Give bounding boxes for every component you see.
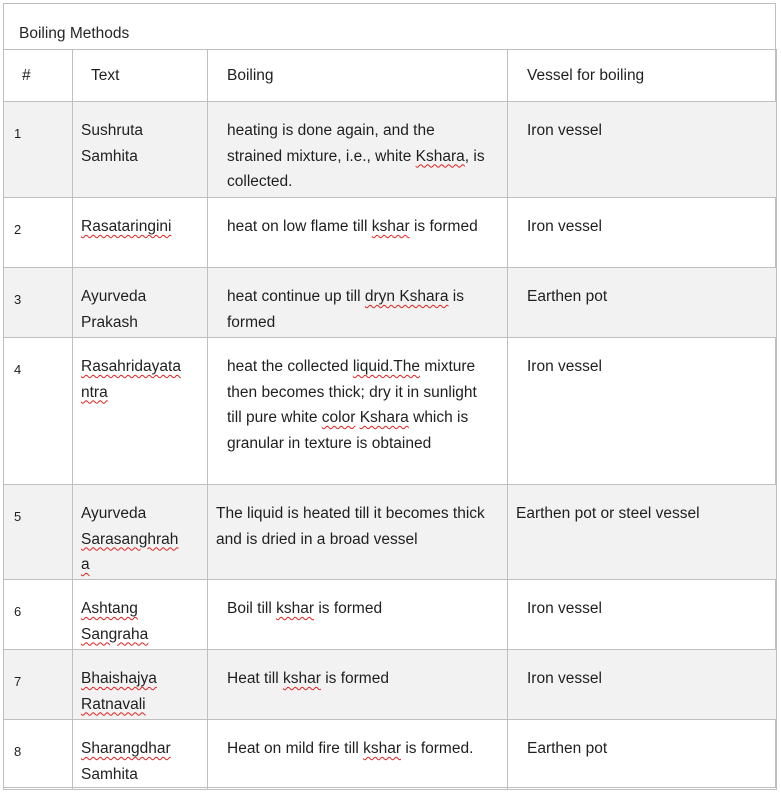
vessel-cell: Iron vessel xyxy=(508,198,777,268)
boiling-methods-table xyxy=(3,49,777,790)
table-caption: Boiling Methods xyxy=(19,25,130,42)
spellcheck-mark: Kshara xyxy=(359,409,409,426)
text-cell: Ayurveda Prakash xyxy=(73,268,208,338)
spellcheck-mark: Ashtang xyxy=(81,600,138,617)
spellcheck-mark: Ratnavali xyxy=(81,695,146,713)
boiling-cell: heat continue up till dryn Kshara is formed xyxy=(208,268,508,338)
table-row xyxy=(4,485,777,580)
boiling-cell: heat on low flame till kshar is formed xyxy=(208,198,508,268)
spellcheck-mark: Sangraha xyxy=(81,625,149,643)
spellcheck-mark: kshar xyxy=(371,218,410,235)
row-number: 2 xyxy=(4,198,73,268)
table-row xyxy=(4,580,777,650)
vessel-cell: Earthen pot xyxy=(508,268,777,338)
spellcheck-mark: Rasataringini xyxy=(81,218,172,235)
text-cell xyxy=(73,580,208,650)
text-cell: Sushruta Samhita xyxy=(73,102,208,198)
spellcheck-mark: Rasahridayata xyxy=(81,358,181,375)
row-number: 4 xyxy=(4,338,73,485)
header-boiling: Boiling xyxy=(208,50,508,102)
text-cell: Sharangdhar Samhita xyxy=(73,720,208,790)
boiling-cell: Boil till kshar is formed xyxy=(208,580,508,650)
boiling-cell: Heat on mild fire till kshar is formed. xyxy=(208,720,508,790)
row-number: 1 xyxy=(4,102,73,198)
header-row xyxy=(4,50,777,102)
table-row xyxy=(4,198,777,268)
spellcheck-mark: kshar xyxy=(363,740,402,757)
vessel-cell: Earthen pot xyxy=(508,720,777,790)
boiling-cell: The liquid is heated till it becomes thick and is dried in a broad vessel xyxy=(208,485,508,580)
header-number: # xyxy=(4,50,73,102)
row-number: 8 xyxy=(4,720,73,790)
text-cell: Ayurveda Sarasanghrah a xyxy=(73,485,208,580)
vessel-cell: Earthen pot or steel vessel xyxy=(508,485,777,580)
row-number: 3 xyxy=(4,268,73,338)
spellcheck-mark: Kshara xyxy=(415,147,465,165)
spellcheck-mark: kshar xyxy=(276,600,315,617)
table-row xyxy=(4,338,777,485)
spellcheck-mark: liquid.The xyxy=(352,358,421,375)
boiling-cell: Heat till kshar is formed xyxy=(208,650,508,720)
spellcheck-mark: dryn Kshara xyxy=(364,288,449,305)
vessel-cell: Iron vessel xyxy=(508,650,777,720)
vessel-cell: Iron vessel xyxy=(508,102,777,198)
header-text: Text xyxy=(73,50,208,102)
spellcheck-mark: color xyxy=(321,409,356,426)
spellcheck-mark: Sharangdhar xyxy=(81,740,171,757)
vessel-cell: Iron vessel xyxy=(508,580,777,650)
text-cell xyxy=(73,650,208,720)
row-number: 6 xyxy=(4,580,73,650)
table-row xyxy=(4,268,777,338)
table-row xyxy=(4,650,777,720)
row-number: 7 xyxy=(4,650,73,720)
table-row xyxy=(4,102,777,198)
spellcheck-mark: kshar xyxy=(283,670,321,687)
boiling-cell: heat the collected liquid.The mixture then becomes thick; dry it in sunlight till pure white color Kshara which is granular in texture is obtained xyxy=(208,338,508,485)
text-cell xyxy=(73,338,208,485)
spellcheck-mark: ntra xyxy=(81,383,108,401)
header-vessel: Vessel for boiling xyxy=(508,50,777,102)
row-number: 5 xyxy=(4,485,73,580)
vessel-cell: Iron vessel xyxy=(508,338,777,485)
boiling-cell: heating is done again, and the strained mixture, i.e., white Kshara, is collected. xyxy=(208,102,508,198)
spellcheck-mark: Sarasanghrah xyxy=(81,530,179,548)
text-cell xyxy=(73,198,208,268)
table-row xyxy=(4,720,777,790)
spellcheck-mark: Bhaishajya xyxy=(81,670,157,687)
spellcheck-mark: a xyxy=(81,556,90,573)
